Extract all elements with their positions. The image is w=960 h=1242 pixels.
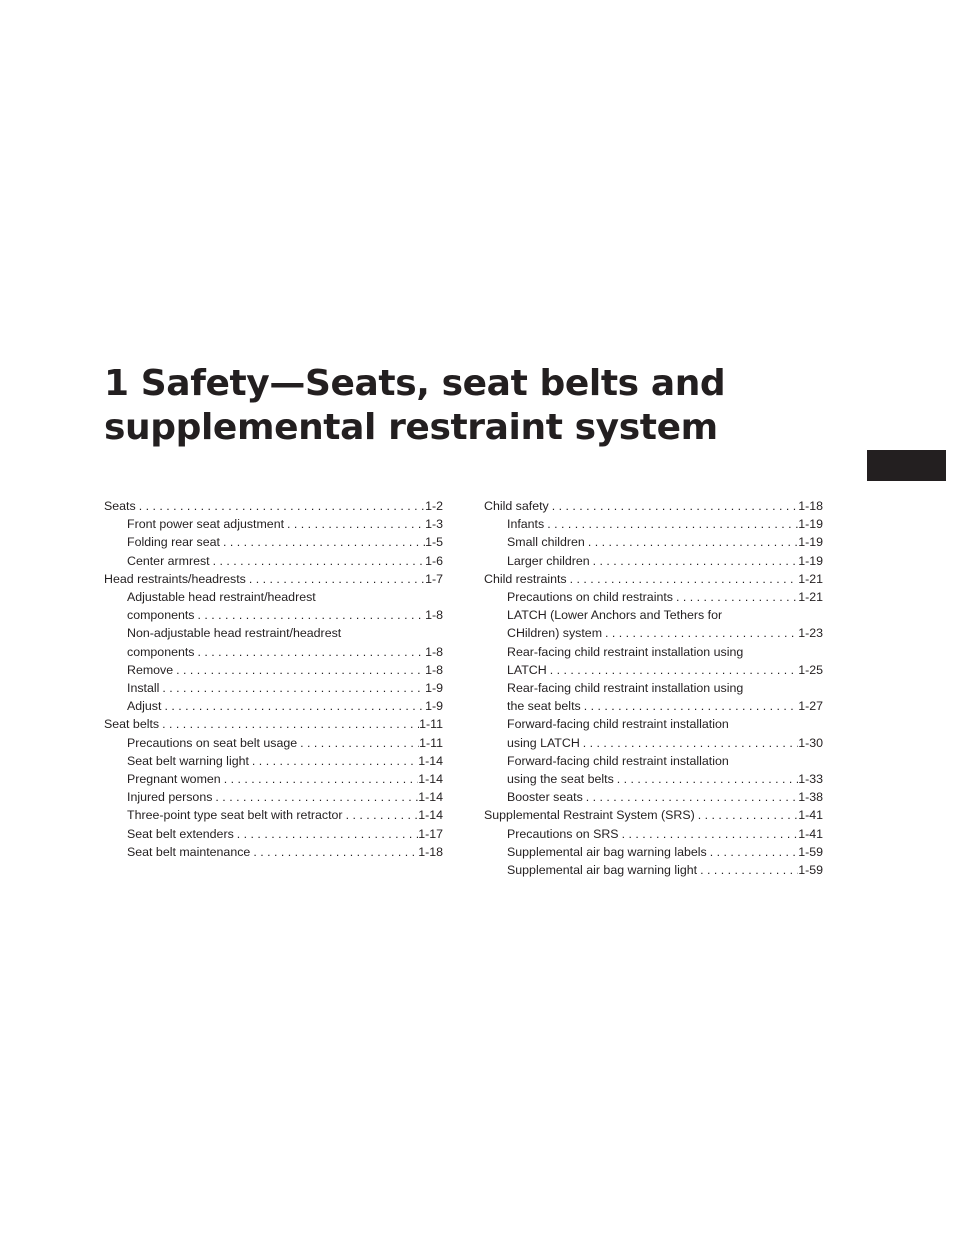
toc-label: Child restraints [484, 571, 567, 586]
toc-label-line-2: components [127, 644, 195, 659]
toc-entry-seat-belts[interactable] [104, 715, 443, 733]
toc-label: Front power seat adjustment [127, 517, 285, 532]
toc-entry-small-children[interactable] [484, 533, 823, 551]
toc-entry-folding-rear-seat[interactable] [104, 533, 443, 551]
toc-page: 1-14 [418, 772, 443, 787]
chapter-title-line-2: supplemental restraint system [104, 407, 718, 448]
toc-label: Seat belts [104, 717, 160, 732]
toc-label: Supplemental Restraint System (SRS) [484, 808, 695, 823]
toc-label: Install [127, 681, 160, 696]
toc-entry-seats[interactable] [104, 497, 443, 515]
toc-label-line-2: CHildren) system [507, 626, 603, 641]
toc-page: 1-19 [798, 535, 823, 550]
toc-page: 1-5 [425, 535, 443, 550]
toc-label-line-2: using LATCH [507, 735, 580, 750]
toc-entry-head-restraints[interactable] [104, 570, 443, 588]
toc-page: 1-21 [798, 590, 823, 605]
toc-entry-adjust[interactable] [104, 697, 443, 715]
toc-page: 1-11 [419, 717, 443, 732]
toc-page: 1-18 [418, 844, 443, 859]
toc-label: Center armrest [127, 553, 210, 568]
toc-page: 1-30 [798, 735, 823, 750]
toc-page: 1-27 [798, 699, 823, 714]
toc-leader [581, 697, 798, 715]
toc-label: Seats [104, 499, 136, 513]
toc-label-line-1: LATCH (Lower Anchors and Tethers for [507, 608, 723, 623]
toc-leader [707, 843, 798, 861]
toc-entry-adjustable-head-restraint[interactable] [104, 588, 443, 624]
toc-entry-center-armrest[interactable] [104, 552, 443, 570]
toc-page: 1-11 [419, 735, 443, 750]
toc-leader [585, 533, 798, 551]
chapter-title [104, 362, 864, 450]
toc-page: 1-9 [425, 681, 443, 696]
toc-entry-infants[interactable] [484, 515, 823, 533]
toc-leader [161, 697, 425, 715]
toc-entry-latch-system[interactable] [484, 606, 823, 642]
toc-entry-install[interactable] [104, 679, 443, 697]
toc-left-column [104, 497, 443, 861]
toc-label-line-1: Non-adjustable head restraint/headrest [127, 626, 342, 641]
toc-label: Child safety [484, 499, 549, 513]
toc-leader [544, 515, 798, 533]
toc-page: 1-59 [798, 863, 823, 878]
toc-page: 1-41 [798, 808, 823, 823]
toc-label-line-1: Adjustable head restraint/headrest [127, 590, 316, 605]
toc-leader [220, 533, 425, 551]
toc-leader [250, 843, 418, 861]
toc-label-line-2: LATCH [507, 662, 547, 677]
toc-entry-remove[interactable] [104, 661, 443, 679]
toc-label-line-1: Forward-facing child restraint installation [507, 717, 729, 732]
toc-label: Remove [127, 662, 174, 677]
toc-page: 1-19 [798, 517, 823, 532]
toc-label: Larger children [507, 553, 590, 568]
toc-label-line-2: the seat belts [507, 699, 581, 714]
toc-entry-rear-facing-seat-belts[interactable] [484, 679, 823, 715]
toc-label: Head restraints/headrests [104, 571, 246, 586]
toc-page: 1-6 [425, 553, 443, 568]
toc-label: Seat belt maintenance [127, 844, 251, 859]
toc-label: Infants [507, 517, 545, 532]
toc-label: Precautions on seat belt usage [127, 735, 298, 750]
toc-leader [159, 679, 425, 697]
toc-label: Three-point type seat belt with retractor [127, 808, 343, 823]
toc-page: 1-8 [425, 662, 443, 677]
toc-page: 1-19 [798, 553, 823, 568]
toc-leader [695, 806, 798, 824]
toc-label: Seat belt warning light [127, 753, 249, 768]
toc-leader [221, 770, 419, 788]
toc-right-column [484, 497, 823, 879]
toc-label-line-1: Forward-facing child restraint installation [507, 753, 729, 768]
toc-page: 1-14 [418, 790, 443, 805]
toc-entry-child-restraints[interactable] [484, 570, 823, 588]
toc-page: 1-3 [425, 517, 443, 532]
toc-leader [549, 497, 798, 515]
toc-entry-three-point-belt[interactable] [104, 806, 443, 824]
toc-entry-child-safety[interactable] [484, 497, 823, 515]
toc-leader [583, 788, 798, 806]
toc-label: Adjust [127, 699, 162, 714]
toc-entry-seat-belt-maintenance[interactable] [104, 843, 443, 861]
toc-leader [590, 552, 799, 570]
toc-label: Supplemental air bag warning labels [507, 844, 707, 859]
toc-entry-air-bag-warning-labels[interactable] [484, 843, 823, 861]
toc-leader [567, 570, 799, 588]
toc-entry-rear-facing-latch[interactable] [484, 643, 823, 679]
toc-label: Small children [507, 535, 585, 550]
toc-leader [246, 570, 425, 588]
toc-leader [619, 825, 799, 843]
toc-label: Folding rear seat [127, 535, 220, 550]
toc-leader [297, 734, 419, 752]
toc-entry-srs[interactable] [484, 806, 823, 824]
toc-label: Precautions on SRS [507, 826, 619, 841]
toc-entry-seat-belt-warning-light[interactable] [104, 752, 443, 770]
toc-label-line-2: using the seat belts [507, 772, 614, 787]
toc-page: 1-14 [418, 753, 443, 768]
toc-leader [173, 661, 425, 679]
toc-entry-precautions-seat-belt[interactable] [104, 734, 443, 752]
toc-leader [234, 825, 418, 843]
toc-entry-pregnant-women[interactable] [104, 770, 443, 788]
toc-leader [614, 770, 798, 788]
toc-leader [343, 806, 419, 824]
toc-entry-seat-belt-extenders[interactable] [104, 825, 443, 843]
toc-leader [210, 552, 425, 570]
toc-label: Supplemental air bag warning light [507, 863, 698, 878]
toc-page: 1-8 [425, 608, 443, 623]
toc-page: 1-59 [798, 844, 823, 859]
toc-page: 1-41 [798, 826, 823, 841]
toc-label-line-1: Rear-facing child restraint installation using [507, 681, 744, 696]
toc-page: 1-7 [425, 571, 443, 586]
toc-page: 1-2 [425, 499, 443, 513]
chapter-title-line-1: 1 Safety—Seats, seat belts and [104, 363, 726, 404]
toc-page: 1-9 [425, 699, 443, 714]
toc-page: 1-33 [798, 772, 823, 787]
toc-leader [547, 661, 798, 679]
toc-label: Seat belt extenders [127, 826, 234, 841]
toc-entry-air-bag-warning-light[interactable] [484, 861, 823, 879]
toc-label-line-2: components [127, 608, 195, 623]
toc-page: 1-21 [798, 571, 823, 586]
toc-entry-booster-seats[interactable] [484, 788, 823, 806]
toc-label: Pregnant women [127, 772, 221, 787]
toc-leader [136, 497, 425, 515]
toc-entry-precautions-child-restraints[interactable] [484, 588, 823, 606]
toc-page: 1-17 [418, 826, 443, 841]
toc-leader [673, 588, 798, 606]
toc-entry-forward-facing-seat-belts[interactable] [484, 752, 823, 788]
toc-leader [212, 788, 418, 806]
toc-page: 1-18 [798, 499, 823, 513]
toc-page: 1-23 [798, 626, 823, 641]
toc-entry-forward-facing-latch[interactable] [484, 715, 823, 751]
toc-entry-front-power-seat[interactable] [104, 515, 443, 533]
section-tab-marker [867, 450, 946, 481]
toc-label: Injured persons [127, 790, 213, 805]
toc-leader [284, 515, 425, 533]
toc-leader [602, 624, 798, 642]
toc-page: 1-8 [425, 644, 443, 659]
toc-leader [697, 861, 798, 879]
toc-page: 1-38 [798, 790, 823, 805]
toc-leader [159, 715, 419, 733]
toc-leader [249, 752, 418, 770]
toc-entry-larger-children[interactable] [484, 552, 823, 570]
toc-label: Booster seats [507, 790, 583, 805]
toc-leader [195, 606, 426, 624]
toc-entry-precautions-srs[interactable] [484, 825, 823, 843]
toc-entry-non-adjustable-head-restraint[interactable] [104, 624, 443, 660]
toc-leader [195, 643, 426, 661]
toc-leader [580, 734, 798, 752]
toc-label: Precautions on child restraints [507, 590, 673, 605]
toc-page: 1-14 [418, 808, 443, 823]
toc-entry-injured-persons[interactable] [104, 788, 443, 806]
toc-label-line-1: Rear-facing child restraint installation using [507, 644, 744, 659]
toc-page: 1-25 [798, 662, 823, 677]
